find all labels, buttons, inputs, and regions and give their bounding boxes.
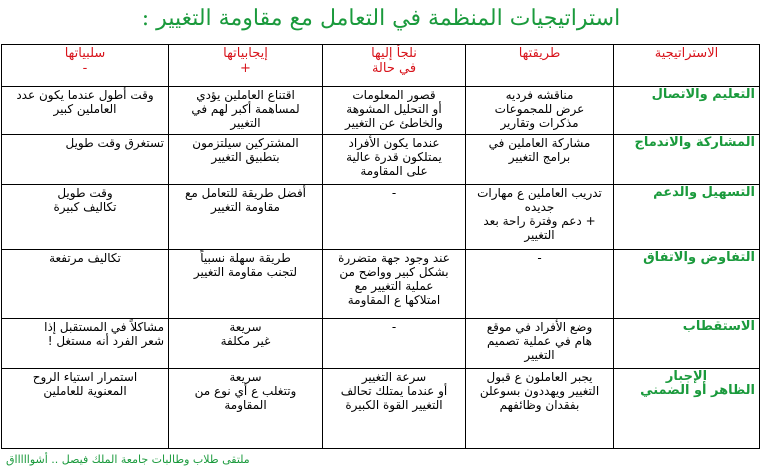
method-cell: - [466, 250, 614, 318]
pros-cell: اقتناع العاملين يؤدي لمساهمة أكبر لهم في التغيير [169, 87, 323, 135]
used-when-cell: - [323, 185, 466, 250]
table-row [2, 185, 760, 250]
strategy-name: الإجبار الظاهر أو الضمني [614, 368, 760, 448]
used-when-cell: قصور المعلومات أو التحليل المشوهة والخاطئ عن التغيير [323, 87, 466, 135]
pros-cell: سريعة غير مكلفة [169, 318, 323, 368]
table-row [2, 250, 760, 318]
cons-cell: مشاكلاً في المستقبل إذا شعر الفرد أنه مستغل ! [2, 318, 169, 368]
strategy-name: التفاوض والاتفاق [614, 250, 760, 318]
footer-credit: ملتقى طلاب وطالبات جامعة الملك فيصل .. أشواااااق [6, 453, 250, 466]
method-cell: مناقشه فرديه عرض للمجموعات مذكرات وتقارير [466, 87, 614, 135]
cons-cell: تستغرق وقت طويل [2, 135, 169, 185]
header-strategy: الاستراتيجية [614, 45, 760, 87]
strategies-table [1, 44, 760, 449]
used-when-cell: عند وجود جهة متضررة بشكل كبير وواضح من عملية التغيير مع امتلاكها ع المقاومة [323, 250, 466, 318]
header-pros: إيجابياتها + [169, 45, 323, 87]
pros-cell: سريعة وتتغلب ع أي نوع من المقاومة [169, 368, 323, 448]
cons-cell: استمرار استياء الروح المعنوية للعاملين [2, 368, 169, 448]
used-when-cell: سرعة التغيير أو عندما يمتلك تحالف التغيير القوة الكبيرة [323, 368, 466, 448]
pros-cell: أفضل طريقة للتعامل مع مقاومة التغيير [169, 185, 323, 250]
page-title: استراتيجيات المنظمة في التعامل مع مقاومة التغيير : [141, 6, 621, 31]
cons-cell: وقت أطول عندما يكون عدد العاملين كبير [2, 87, 169, 135]
method-cell: تدريب العاملين ع مهارات جديده + دعم وفترة راحة بعد التغيير [466, 185, 614, 250]
pros-cell: طريقة سهلة نسبياً لتجنب مقاومة التغيير [169, 250, 323, 318]
strategy-name: المشاركة والاندماج [614, 135, 760, 185]
header-row [2, 45, 760, 87]
table-row [2, 318, 760, 368]
strategy-name: التعليم والاتصال [614, 87, 760, 135]
header-cons: سلبياتها - [2, 45, 169, 87]
pros-cell: المشتركين سيلتزمون بتطبيق التغيير [169, 135, 323, 185]
method-cell: مشاركة العاملين في برامج التغيير [466, 135, 614, 185]
table-row [2, 135, 760, 185]
table-row [2, 87, 760, 135]
used-when-cell: عندما يكون الأفراد يمتلكون قدرة عالية على المقاومة [323, 135, 466, 185]
method-cell: يجبر العاملون ع قبول التغيير ويهددون بسوعلن بفقدان وظائفهم [466, 368, 614, 448]
strategy-name: الاستقطاب [614, 318, 760, 368]
method-cell: وضع الأفراد في موقع هام في عملية تصميم التغيير [466, 318, 614, 368]
header-method: طريقتها [466, 45, 614, 87]
used-when-cell: - [323, 318, 466, 368]
cons-cell: وقت طويل تكاليف كبيرة [2, 185, 169, 250]
header-used-when: نلجأ إليها في حالة [323, 45, 466, 87]
cons-cell: تكاليف مرتفعة [2, 250, 169, 318]
table-row [2, 368, 760, 448]
strategy-name: التسهيل والدعم [614, 185, 760, 250]
